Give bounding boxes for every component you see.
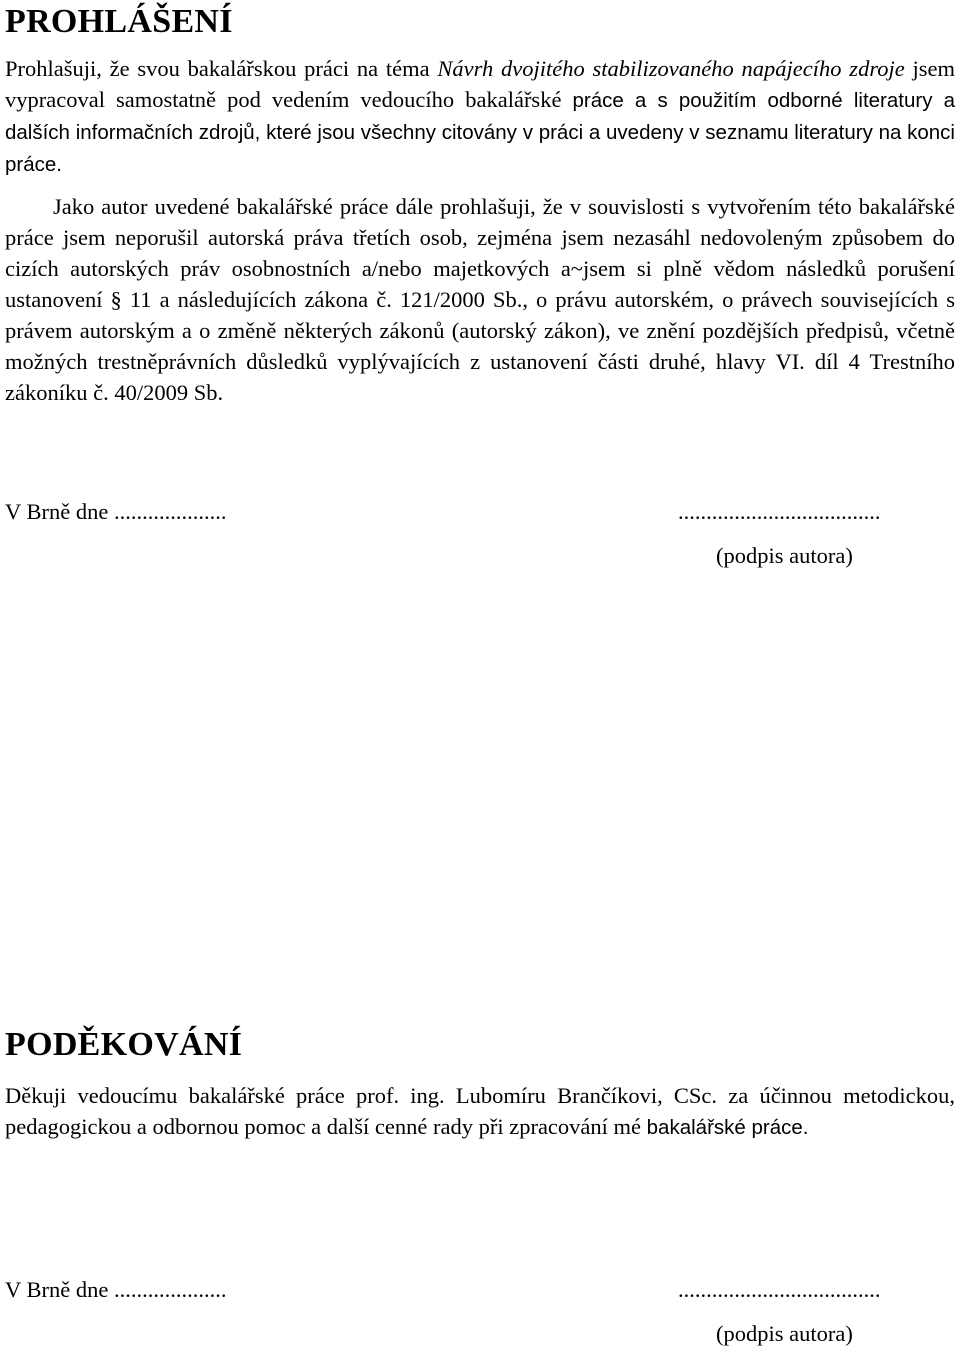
declaration-signature-line: .................................... xyxy=(678,499,881,524)
acknowledgement-text: Děkuji vedoucímu bakalářské práce prof. ing. Lubomíru Brančíkovi, CSc. za účinnou metodickou, pedagogickou a odbornou pomoc a další cenné rady při zpracování mé xyxy=(5,1083,955,1139)
declaration-title: PROHLÁŠENÍ xyxy=(5,3,233,40)
declaration-intro: Prohlašuji, že svou bakalářskou práci na téma xyxy=(5,56,438,81)
acknowledgement-place-date: V Brně dne .................... xyxy=(5,1277,227,1302)
declaration-intro-sources: práce a s použitím odborné literatury a dalších informačních zdrojů, které jsou všechny citovány v práci a uvedeny v seznamu literatury na konci práce. xyxy=(5,89,955,176)
acknowledgement-signature-label: (podpis autora) xyxy=(716,1321,853,1346)
thesis-topic: Návrh dvojitého stabilizovaného napájecího zdroje xyxy=(437,56,905,81)
declaration-paragraph-1 xyxy=(5,53,955,180)
declaration-signature-label: (podpis autora) xyxy=(716,543,853,568)
acknowledgement-text-end: bakalářské práce. xyxy=(646,1116,809,1139)
declaration-intro-rest: jsem vypracoval samostatně pod vedením vedoucího bakalářské xyxy=(5,56,956,112)
declaration-paragraph-2: Jako autor uvedené bakalářské práce dále prohlašuji, že v souvislosti s vytvořením této bakalářské práce jsem neporušil autorská práva třetích osob, zejména jsem nezasáhl nedovoleným způsobem do cizích autorských práv osobnostních a/nebo majetkových a~jsem si plně vědom následků porušení ustanovení § 11 a následujících zákona č. 121/2000 Sb., o právu autorském, o právech souvisejících s právem autorským a o změně některých zákonů (autorský zákon), ve znění pozdějších předpisů, včetně možných trestněprávních důsledků vyplývajících z ustanovení části druhé, hlavy VI. díl 4 Trestního zákoníku č. 40/2009 Sb. xyxy=(5,194,955,405)
declaration-place-date: V Brně dne .................... xyxy=(5,499,227,524)
acknowledgement-signature-line: .................................... xyxy=(678,1277,881,1302)
acknowledgement-paragraph xyxy=(5,1080,955,1143)
acknowledgement-title: PODĚKOVÁNÍ xyxy=(5,1026,243,1063)
